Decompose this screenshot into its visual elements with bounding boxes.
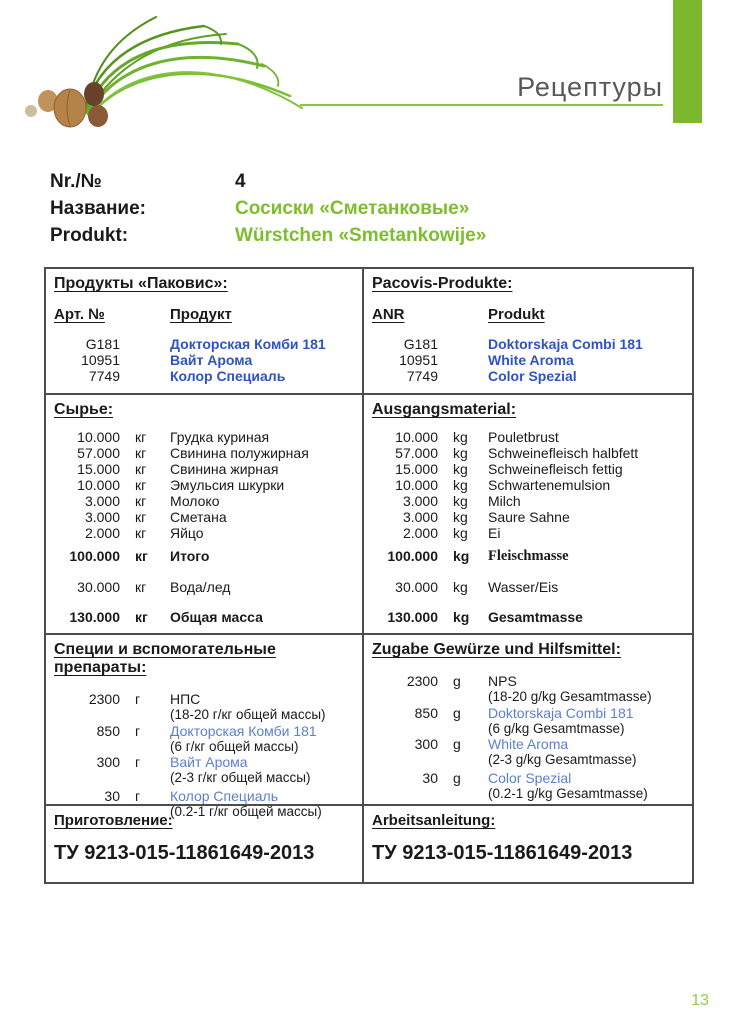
amount: 300 (96, 754, 120, 770)
unit: кг (135, 509, 147, 525)
unit: кг (135, 525, 147, 541)
amount: 100.000 (69, 548, 120, 564)
amount: 57.000 (395, 445, 438, 461)
raw-title-de: Ausgangsmaterial: (372, 401, 517, 418)
total-label: Общая масса (170, 609, 263, 625)
total-row (54, 609, 352, 625)
col-art-de: ANR (372, 306, 405, 323)
instructions-title-de: Arbeitsanleitung: (372, 812, 496, 829)
ingredient: Saure Sahne (488, 509, 570, 525)
col-name-ru: Продукт (170, 306, 232, 323)
table-row (54, 352, 352, 368)
unit: кг (135, 461, 147, 477)
ingredient: Сметана (170, 509, 227, 525)
amount: 3.000 (402, 509, 438, 525)
products-colheads-de (372, 306, 682, 323)
subtotal-row (54, 548, 352, 564)
tu-standard-de: ТУ 9213-015-11861649-2013 (372, 842, 633, 864)
amount: 30 (104, 787, 120, 804)
amount: 130.000 (69, 609, 120, 625)
product-name: Колор Специаль (170, 368, 286, 384)
table-row (372, 461, 682, 477)
spices-cell-de (364, 635, 692, 806)
tu-standard-ru: ТУ 9213-015-11861649-2013 (54, 842, 315, 864)
unit: kg (453, 429, 468, 445)
amount: 30.000 (77, 579, 120, 595)
ingredient: Вода/лед (170, 579, 231, 595)
unit: kg (453, 579, 468, 595)
product-name: Докторская Комби 181 (170, 336, 326, 352)
nr-label: Nr./№ (50, 171, 102, 192)
products-rows-ru (54, 336, 352, 384)
ingredient: Свинина полужирная (170, 445, 309, 461)
unit: g (453, 769, 461, 786)
table-row (54, 477, 352, 493)
instructions-cell-ru (46, 803, 364, 882)
art-number: 10951 (399, 352, 438, 368)
page-title: Рецептуры (517, 72, 663, 102)
unit: g (453, 673, 461, 689)
spice-entry (54, 754, 352, 786)
ingredient: Свинина жирная (170, 461, 279, 477)
table-row (54, 445, 352, 461)
water-row (372, 579, 682, 595)
spice-name: NPS (488, 673, 517, 689)
spice-name: Колор Специаль (170, 787, 278, 804)
unit: kg (453, 493, 468, 509)
product-name: Color Spezial (488, 368, 577, 384)
amount: 130.000 (387, 609, 438, 625)
ingredient: Pouletbrust (488, 429, 559, 445)
water-row (54, 579, 352, 595)
amount: 15.000 (77, 461, 120, 477)
products-colheads-ru (54, 306, 352, 323)
table-row (54, 493, 352, 509)
table-row (372, 509, 682, 525)
unit: kg (453, 609, 470, 625)
spices-title-de: Zugabe Gewürze und Hilfsmittel: (372, 641, 621, 658)
products-rows-de (372, 336, 682, 384)
amount: 300 (414, 736, 438, 752)
table-row (372, 445, 682, 461)
unit: г (135, 787, 141, 804)
product-number-row (50, 171, 610, 198)
chives-nuts-illustration (6, 4, 306, 136)
table-row (54, 368, 352, 384)
produkt-row (50, 225, 610, 252)
unit: кг (135, 579, 147, 595)
table-row (372, 368, 682, 384)
amount: 30.000 (395, 579, 438, 595)
spice-entry (372, 705, 682, 737)
name-value: Сосиски «Сметанковые» (235, 198, 470, 219)
amount: 850 (414, 704, 438, 721)
unit: кг (135, 429, 147, 445)
spices-title-ru: Специи и вспомогательные препараты: (54, 641, 276, 676)
art-number: 7749 (88, 368, 120, 384)
unit: kg (453, 509, 468, 525)
table-row (54, 509, 352, 525)
ingredient: Молоко (170, 493, 220, 509)
unit: kg (453, 445, 468, 461)
ingredient: Milch (488, 493, 521, 509)
table-row (372, 352, 682, 368)
amount: 10.000 (395, 477, 438, 493)
unit: kg (453, 525, 468, 541)
amount: 57.000 (77, 445, 120, 461)
unit: kg (453, 461, 468, 477)
brand-green-bar (673, 0, 702, 123)
raw-rows-de (372, 429, 682, 625)
ingredient: Wasser/Eis (488, 579, 559, 595)
ingredient: Schwartenemulsion (488, 477, 611, 493)
unit: кг (135, 493, 147, 509)
products-cell-de (364, 269, 692, 395)
spice-name: Doktorskaja Combi 181 (488, 704, 634, 721)
table-row (372, 336, 682, 352)
products-title-ru: Продукты «Паковис»: (54, 275, 228, 292)
unit: г (135, 722, 141, 739)
subtotal-row (372, 548, 682, 564)
products-title-de: Pacovis-Produkte: (372, 275, 513, 292)
dosage-note: (6 g/kg Gesamtmasse) (488, 720, 625, 736)
dosage-note: (2-3 g/kg Gesamtmasse) (488, 752, 637, 767)
raw-cell-de (364, 395, 692, 635)
total-row (372, 609, 682, 625)
amount: 10.000 (77, 477, 120, 493)
unit: г (135, 691, 141, 707)
amount: 100.000 (387, 548, 438, 564)
instructions-cell-de (364, 806, 692, 882)
col-art-ru: Арт. № (54, 306, 105, 323)
table-row (372, 429, 682, 445)
product-name: Вайт Арома (170, 352, 253, 368)
table-row (372, 477, 682, 493)
amount: 3.000 (84, 493, 120, 509)
amount: 3.000 (84, 509, 120, 525)
col-name-de: Produkt (488, 306, 545, 323)
spices-rows-de (372, 673, 682, 801)
nr-value: 4 (235, 171, 246, 192)
name-label: Название: (50, 198, 147, 219)
produkt-label: Produkt: (50, 225, 129, 246)
art-number: 7749 (406, 368, 438, 384)
amount: 10.000 (77, 429, 120, 445)
spices-rows-ru (54, 691, 352, 819)
amount: 2.000 (84, 525, 120, 541)
dosage-note: (18-20 г/кг общей массы) (170, 707, 326, 722)
spice-entry (372, 736, 682, 768)
unit: г (135, 754, 141, 770)
spice-name: Вайт Арома (170, 754, 248, 770)
table-row (54, 525, 352, 541)
ingredient: Эмульсия шкурки (170, 477, 285, 493)
raw-title-ru: Сырье: (54, 401, 114, 418)
table-row (372, 525, 682, 541)
dosage-note: (2-3 г/кг общей массы) (170, 770, 311, 785)
amount: 3.000 (402, 493, 438, 509)
product-name-row (50, 198, 610, 225)
products-cell-ru (46, 269, 364, 395)
unit: kg (453, 477, 468, 493)
header-divider-line (300, 104, 663, 106)
unit: кг (135, 548, 148, 564)
art-number: 10951 (81, 352, 120, 368)
product-name: White Aroma (488, 352, 574, 368)
page-number: 13 (691, 992, 709, 1009)
art-number: G181 (403, 336, 438, 352)
table-row (54, 336, 352, 352)
ingredient: Грудка куриная (170, 429, 270, 445)
amount: 2300 (406, 673, 438, 689)
table-row (372, 493, 682, 509)
produkt-value: Würstchen «Smetankowije» (235, 225, 487, 246)
amount: 2300 (88, 691, 120, 707)
spice-entry (54, 723, 352, 755)
recipe-table (44, 267, 694, 884)
unit: g (453, 736, 461, 752)
spices-cell-ru (46, 635, 364, 819)
amount: 850 (96, 722, 120, 739)
subtotal-label: Fleischmasse (488, 548, 569, 564)
unit: g (453, 704, 461, 721)
instructions-title-ru: Приготовление: (54, 812, 173, 829)
dosage-note: (18-20 g/kg Gesamtmasse) (488, 689, 652, 704)
spice-name: НПС (170, 691, 201, 707)
spice-entry (372, 770, 682, 802)
unit: kg (453, 548, 470, 564)
amount: 30 (422, 769, 438, 786)
raw-rows-ru (54, 429, 352, 625)
spice-name: Color Spezial (488, 769, 572, 786)
raw-cell-ru (46, 395, 364, 635)
amount: 15.000 (395, 461, 438, 477)
table-row (54, 429, 352, 445)
dosage-note: (0.2-1 г/кг общей массы) (170, 803, 322, 819)
unit: кг (135, 445, 147, 461)
dosage-note: (6 г/кг общей массы) (170, 738, 299, 754)
spice-name: White Aroma (488, 736, 569, 752)
amount: 10.000 (395, 429, 438, 445)
product-name: Doktorskaja Combi 181 (488, 336, 643, 352)
subtotal-label: Итого (170, 548, 210, 564)
art-number: G181 (85, 336, 120, 352)
unit: кг (135, 477, 147, 493)
ingredient: Schweinefleisch fettig (488, 461, 623, 477)
ingredient: Schweinefleisch halbfett (488, 445, 639, 461)
amount: 2.000 (402, 525, 438, 541)
dosage-note: (0.2-1 g/kg Gesamtmasse) (488, 785, 648, 801)
spice-entry (54, 691, 352, 723)
ingredient: Ei (488, 525, 501, 541)
spice-entry (372, 673, 682, 705)
unit: кг (135, 609, 148, 625)
total-label: Gesamtmasse (488, 609, 583, 625)
ingredient: Яйцо (170, 525, 204, 541)
product-header (50, 171, 610, 252)
table-row (54, 461, 352, 477)
spice-name: Докторская Комби 181 (170, 722, 317, 739)
